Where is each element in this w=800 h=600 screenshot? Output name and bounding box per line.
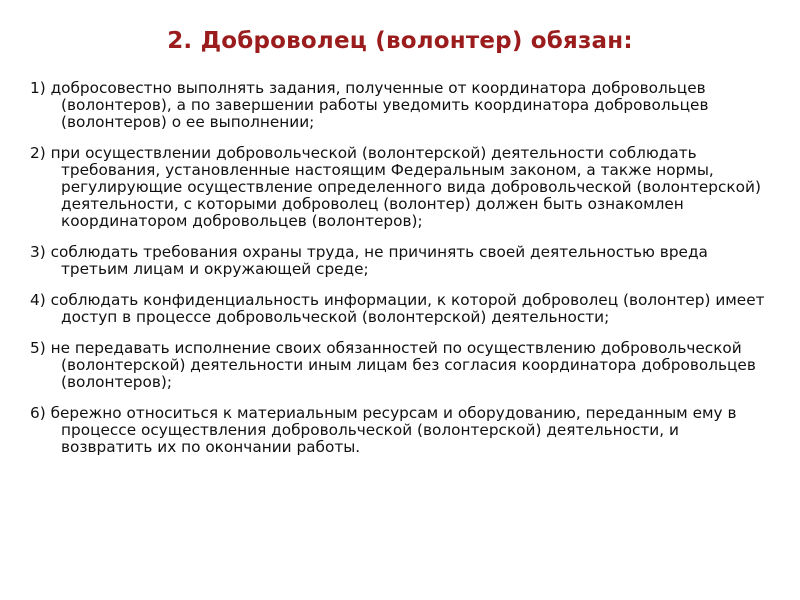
duty-item-6: 6) бережно относиться к материальным ресурсам и оборудованию, переданным ему в процессе осуществления добровольческой (волонтерской) деятельности, и возвратить их по окончании работы. [30,404,737,456]
duties-list [30,80,770,470]
duty-item-1: 1) добросовестно выполнять задания, полученные от координатора добровольцев (волонтеров), а по завершении работы уведомить координатора добровольцев (волонтеров) о ее выполнении; [30,79,709,131]
duty-item-3: 3) соблюдать требования охраны труда, не причинять своей деятельностью вреда третьим лицам и окружающей среде; [30,243,708,278]
duty-item-5: 5) не передавать исполнение своих обязанностей по осуществлению добровольческой (волонтерской) деятельности иным лицам без согласия координатора добровольцев (волонтеров); [30,339,756,391]
duty-item-2: 2) при осуществлении добровольческой (волонтерской) деятельности соблюдать требования, установленные настоящим Федеральным законом, а также нормы, регулирующие осуществление определенного вида добровольческой (волонтерской) деятельности, с которыми доброволец (волонтер) должен быть ознакомлен координатором добровольцев (волонтеров); [30,144,761,230]
slide-title: 2. Доброволец (волонтер) обязан: [167,28,633,54]
duty-item-4: 4) соблюдать конфиденциальность информации, к которой доброволец (волонтер) имеет доступ в процессе добровольческой (волонтерской) деятельности; [30,291,765,326]
